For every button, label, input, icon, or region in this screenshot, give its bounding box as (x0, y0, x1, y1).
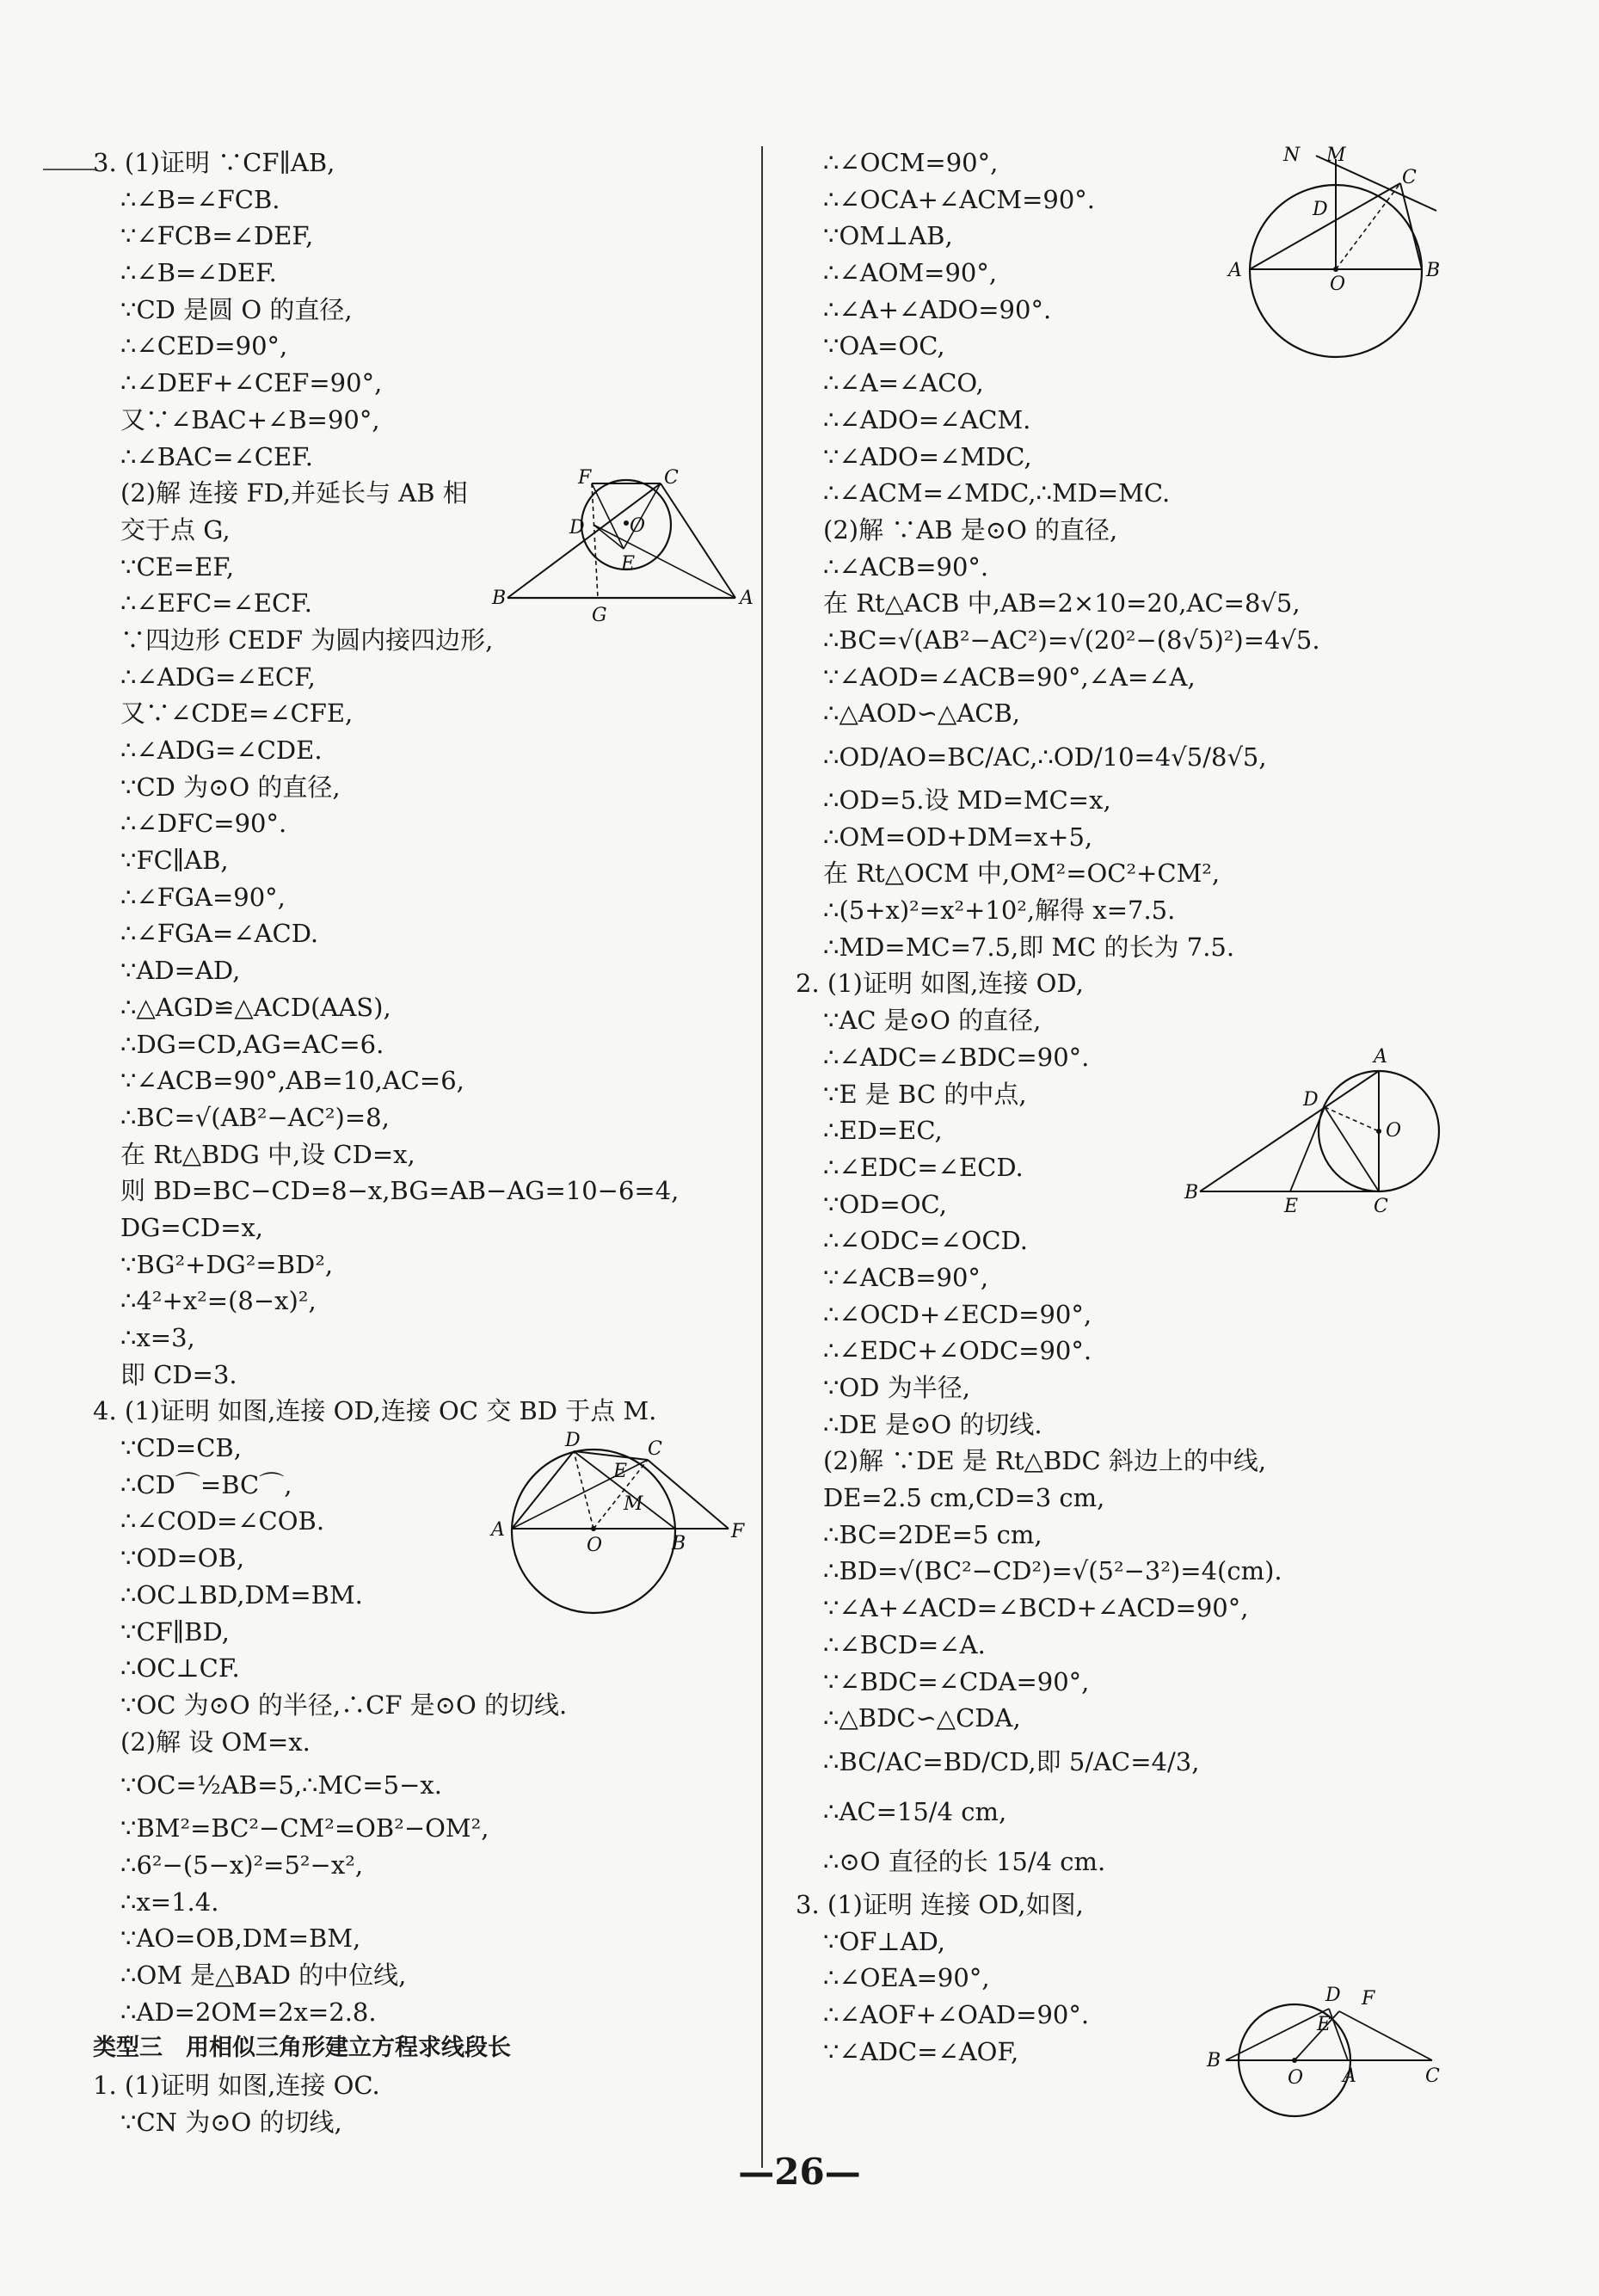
fig5-label: O (1288, 2067, 1304, 2089)
text-line: ∴x=3, (120, 1323, 195, 1352)
text-line: ∵BG²+DG²=BD², (120, 1249, 334, 1279)
text-line: ∵∠A+∠ACD=∠BCD+∠ACD=90°, (823, 1593, 1249, 1623)
fig1-label: O (630, 515, 646, 537)
text-line: 交于点 G, (120, 514, 231, 545)
text-line: ∵E 是 BC 的中点, (823, 1079, 1027, 1109)
text-line: ∵∠BDC=∠CDA=90°, (823, 1666, 1090, 1696)
text-line: ∴DE 是⊙O 的切线. (823, 1409, 1042, 1439)
text-line: ∴∠ADG=∠CDE. (120, 736, 323, 765)
text-line: ∵OM⊥AB, (823, 221, 953, 251)
text-line: ∴∠ADC=∠BDC=90°. (823, 1042, 1090, 1072)
text-line: ∴∠OEA=90°, (823, 1963, 990, 1993)
text-line: ∵OC 为⊙O 的半径,∴CF 是⊙O 的切线. (120, 1690, 568, 1720)
text-line: ∴∠EDC+∠ODC=90°. (823, 1336, 1092, 1366)
text-line: ∴∠OCD+∠ECD=90°, (823, 1299, 1092, 1329)
text-line: ∵∠ACB=90°, (823, 1262, 989, 1292)
text-line: 3. (1)证明 ∵CF∥AB, (93, 148, 335, 177)
text-line: ∴∠B=∠DEF. (120, 258, 277, 288)
text-line: ∵CN 为⊙O 的切线, (120, 2107, 342, 2137)
fig5-label: A (1343, 2065, 1356, 2087)
fig1-label: B (492, 588, 507, 609)
text-line: ∴⊙O 直径的长 15/4 cm. (823, 1846, 1106, 1876)
text-line: ∴∠FGA=∠ACD. (120, 919, 319, 949)
text-line: ∴∠ACM=∠MDC,∴MD=MC. (823, 478, 1171, 508)
text-line: ∵CF∥BD, (120, 1616, 230, 1647)
figure-circle-oef (1200, 1979, 1458, 2120)
text-line: ∴∠CED=90°, (120, 331, 288, 361)
text-line: ∴∠ADO=∠ACM. (823, 404, 1031, 434)
fig3-label: M (1326, 145, 1346, 166)
text-line: ∴4²+x²=(8−x)², (120, 1286, 317, 1316)
text-line: ∴OD=5.设 MD=MC=x, (823, 785, 1111, 815)
text-line: ∴∠EFC=∠ECF. (120, 588, 313, 619)
text-line: ∵四边形 CEDF 为圆内接四边形, (120, 625, 494, 655)
fig1-label: G (592, 605, 607, 626)
text-line: 又∵∠BAC+∠B=90°, (120, 404, 380, 434)
text-line: ∵BM²=BC²−CM²=OB²−OM², (120, 1813, 489, 1844)
fig3-label: D (1313, 199, 1328, 220)
text-line: ∴BC=√(AB²−AC²)=8, (120, 1102, 390, 1132)
fig4-label: E (1284, 1196, 1299, 1217)
text-line: ∵CD=CB, (120, 1433, 242, 1463)
text-line: 1. (1)证明 如图,连接 OC. (93, 2071, 380, 2101)
fig2-label: O (587, 1535, 603, 1556)
fig4-label: O (1386, 1120, 1402, 1142)
text-line: ∴∠ODC=∠OCD. (823, 1226, 1028, 1256)
text-line: ∵OD 为半径, (823, 1373, 970, 1402)
text-line: ∵OF⊥AD, (823, 1926, 945, 1956)
text-line: ∴∠A+∠ADO=90°. (823, 294, 1052, 324)
text-line: 在 Rt△OCM 中,OM²=OC²+CM², (823, 859, 1221, 889)
text-line: ∴OM=OD+DM=x+5, (823, 822, 1093, 852)
text-line: ∴OD/AO=BC/AC,∴OD/10=4√5/8√5, (823, 742, 1267, 772)
text-line: 则 BD=BC−CD=8−x,BG=AB−AG=10−6=4, (120, 1176, 680, 1206)
text-line: 在 Rt△ACB 中,AB=2×10=20,AC=8√5, (823, 588, 1301, 619)
fig2-label: M (624, 1493, 643, 1515)
text-line: ∴x=1.4. (120, 1887, 219, 1917)
text-line: 4. (1)证明 如图,连接 OD,连接 OC 交 BD 于点 M. (93, 1396, 657, 1426)
fig1-label: D (569, 517, 585, 539)
text-line: ∴OM 是△BAD 的中位线, (120, 1961, 407, 1990)
figure-circle-tangent-cf (491, 1430, 745, 1608)
fig3-label: B (1426, 260, 1441, 281)
fig4-label: C (1374, 1196, 1388, 1217)
text-line: ∴∠ADG=∠ECF, (120, 662, 316, 692)
fig4-label: A (1374, 1046, 1387, 1068)
text-line: ∴∠B=∠FCB. (120, 184, 280, 214)
text-line: ∴∠ACB=90°. (823, 551, 989, 582)
fig3-label: O (1330, 274, 1346, 295)
text-line: ∵∠FCB=∠DEF, (120, 221, 314, 251)
text-line: ∵CD 是圆 O 的直径, (120, 294, 353, 324)
text-line: ∵AC 是⊙O 的直径, (823, 1006, 1042, 1036)
text-line: ∴△AOD∽△ACB, (823, 699, 1020, 729)
text-line: ∵OD=OB, (120, 1543, 245, 1573)
fig4-label: D (1303, 1089, 1319, 1111)
figure-circle-bdc (1183, 1045, 1458, 1221)
fig5-label: D (1325, 1985, 1341, 2006)
text-line: ∴OC⊥CF. (120, 1653, 240, 1684)
text-line: 即 CD=3. (120, 1359, 237, 1389)
fig2-label: A (491, 1519, 505, 1541)
text-line: 类型三 用相似三角形建立方程求线段长 (93, 2034, 511, 2062)
fig3-label: C (1402, 167, 1417, 188)
text-line: ∴∠OCA+∠ACM=90°. (823, 184, 1095, 214)
fig2-label: C (648, 1438, 662, 1460)
text-line: ∴∠A=∠ACO, (823, 368, 984, 398)
text-line: ∴∠AOF+∠OAD=90°. (823, 1999, 1090, 2029)
fig5-label: C (1425, 2065, 1440, 2087)
text-line: (2)解 ∵AB 是⊙O 的直径, (823, 514, 1118, 545)
fig1-label: F (578, 467, 592, 489)
text-line: 又∵∠CDE=∠CFE, (120, 699, 354, 729)
page-number: —26— (738, 2151, 861, 2193)
text-line: ∴∠EDC=∠ECD. (823, 1152, 1024, 1182)
text-line: ∴BD=√(BC²−CD²)=√(5²−3²)=4(cm). (823, 1556, 1282, 1586)
text-line: ∴∠BCD=∠A. (823, 1629, 986, 1659)
text-line: ∴AD=2OM=2x=2.8. (120, 1997, 377, 2027)
text-line: ∴ED=EC, (823, 1116, 943, 1146)
text-line: 2. (1)证明 如图,连接 OD, (796, 969, 1084, 999)
text-line: ∴AC=15/4 cm, (823, 1796, 1007, 1826)
column-divider (761, 146, 763, 2168)
text-line: ∴CD⌒=BC⌒, (120, 1469, 292, 1499)
text-line: ∵AD=AD, (120, 956, 241, 986)
text-line: (2)解 连接 FD,并延长与 AB 相 (120, 478, 468, 508)
text-line: ∵∠AOD=∠ACB=90°,∠A=∠A, (823, 662, 1196, 692)
fig3-label: A (1228, 260, 1242, 281)
text-line: ∵∠ACB=90°,AB=10,AC=6, (120, 1066, 464, 1096)
text-line: ∵∠ADO=∠MDC, (823, 441, 1032, 471)
text-line: ∴BC=2DE=5 cm, (823, 1519, 1042, 1549)
text-line: (2)解 设 OM=x. (120, 1727, 311, 1757)
text-line: ∴OC⊥BD,DM=BM. (120, 1579, 363, 1610)
fig5-label: E (1317, 2014, 1331, 2035)
text-line: ∴DG=CD,AG=AC=6. (120, 1029, 384, 1059)
text-line: 在 Rt△BDG 中,设 CD=x, (120, 1139, 415, 1169)
text-line: ∵OD=OC, (823, 1189, 947, 1219)
text-line: ∵AO=OB,DM=BM, (120, 1924, 361, 1954)
left-column (93, 145, 747, 2140)
text-line: ∴MD=MC=7.5,即 MC 的长为 7.5. (823, 932, 1235, 962)
fig5-label: F (1362, 1988, 1375, 2010)
text-line: ∵FC∥AB, (120, 846, 229, 876)
fig1-label: E (621, 553, 636, 575)
text-line: ∴△AGD≌△ACD(AAS), (120, 992, 391, 1022)
fig1-label: A (740, 588, 753, 609)
fig5-label: B (1207, 2050, 1221, 2071)
figure-circle-ocm (1230, 142, 1462, 386)
text-line: ∴∠DFC=90°. (120, 809, 287, 839)
text-line: ∴∠DEF+∠CEF=90°, (120, 368, 383, 398)
text-line: ∵∠ADC=∠AOF, (823, 2036, 1019, 2066)
text-line: DG=CD=x, (120, 1212, 264, 1242)
text-line: ∵OA=OC, (823, 331, 945, 361)
header-rule (43, 169, 95, 170)
text-line: ∴6²−(5−x)²=5²−x², (120, 1850, 364, 1880)
text-line: ∵CE=EF, (120, 551, 235, 582)
fig3-label: N (1283, 145, 1301, 166)
text-line: ∴∠FGA=90°, (120, 882, 286, 912)
text-line: ∴△BDC∽△CDA, (823, 1703, 1021, 1733)
text-line: ∴BC=√(AB²−AC²)=√(20²−(8√5)²)=4√5. (823, 625, 1320, 655)
text-line: DE=2.5 cm,CD=3 cm, (823, 1483, 1105, 1513)
text-line: 3. (1)证明 连接 OD,如图, (796, 1889, 1084, 1919)
text-line: ∴∠OCM=90°, (823, 148, 999, 177)
fig4-label: B (1184, 1182, 1199, 1203)
text-line: ∴∠COD=∠COB. (120, 1506, 325, 1536)
text-line: ∵OC=½AB=5,∴MC=5−x. (120, 1770, 442, 1800)
fig2-label: E (613, 1461, 628, 1482)
figure-circle-cedf (492, 467, 757, 631)
fig1-label: C (664, 467, 679, 489)
text-line: ∴BC/AC=BD/CD,即 5/AC=4/3, (823, 1746, 1200, 1776)
fig2-label: B (672, 1533, 686, 1554)
fig2-label: F (731, 1521, 745, 1542)
text-line: ∵CD 为⊙O 的直径, (120, 772, 341, 802)
fig2-label: D (565, 1430, 581, 1451)
text-line: ∴∠BAC=∠CEF. (120, 441, 313, 471)
text-line: ∴∠AOM=90°, (823, 258, 998, 288)
text-line: (2)解 ∵DE 是 Rt△BDC 斜边上的中线, (823, 1446, 1267, 1476)
text-line: ∴(5+x)²=x²+10²,解得 x=7.5. (823, 896, 1176, 926)
